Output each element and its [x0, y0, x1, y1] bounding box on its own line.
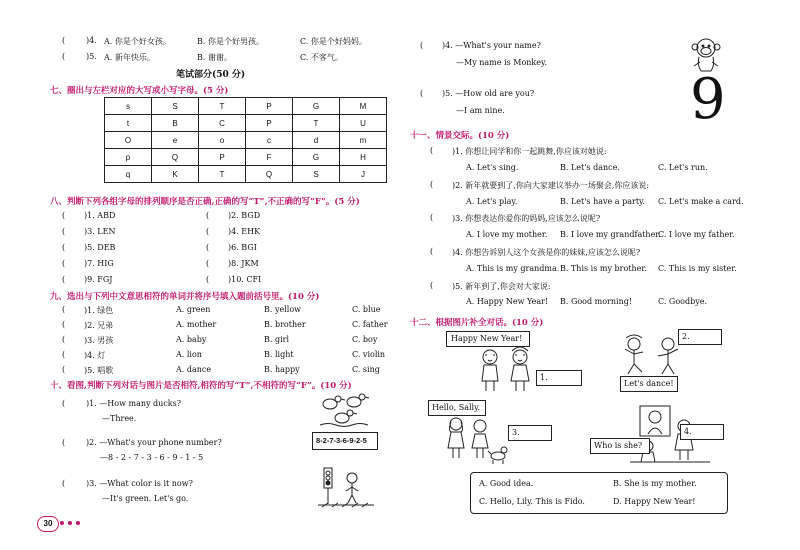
- blank-number: 2.: [682, 332, 690, 341]
- answer-box[interactable]: [508, 425, 552, 441]
- answer-paren[interactable]: (: [62, 259, 66, 268]
- option-b: B. I love my grandfather.: [560, 230, 661, 239]
- option-c: C. sing: [352, 365, 380, 374]
- chinese-word: )2. 兄弟: [84, 321, 114, 330]
- answer-paren[interactable]: (: [206, 259, 210, 268]
- option-c: C. Hello, Lily. This is Fido.: [479, 497, 585, 506]
- grid-cell: t: [105, 115, 152, 132]
- grid-row: [105, 98, 387, 115]
- q4-option-a: A. 你是个好女孩。: [104, 37, 171, 46]
- answer-paren[interactable]: (: [206, 275, 210, 284]
- answer-paren[interactable]: (: [206, 227, 210, 236]
- grid-cell: Q: [246, 166, 293, 183]
- blank-number: 4.: [684, 427, 692, 436]
- option-b: B. happy: [264, 365, 300, 374]
- grid-cell: S: [152, 98, 199, 115]
- option-b: B. light: [264, 350, 294, 359]
- grid-cell: T: [293, 115, 340, 132]
- answer-paren[interactable]: (: [62, 479, 66, 488]
- option-a: A. lion: [176, 350, 202, 359]
- grid-cell: P: [199, 149, 246, 166]
- girls-with-dog-illustration: [442, 414, 512, 466]
- ducks-illustration: [318, 392, 374, 428]
- option-c: C. violin: [352, 350, 386, 359]
- q5-answer: —I am nine.: [456, 106, 505, 115]
- sequence-item: )6. BGI: [228, 243, 257, 252]
- answer-paren[interactable]: (: [62, 399, 66, 408]
- grid-cell: q: [105, 166, 152, 183]
- option-c: C. Goodbye.: [658, 297, 707, 306]
- answer-box[interactable]: [680, 424, 724, 440]
- section-7-title: 七、圈出与左栏对应的大写或小写字母。(5 分): [50, 86, 229, 96]
- answer-paren[interactable]: (: [430, 281, 434, 290]
- grid-cell: J: [340, 166, 387, 183]
- answer-paren[interactable]: (: [62, 275, 66, 284]
- option-a: A. This is my grandma.: [466, 264, 560, 273]
- answer-paren[interactable]: (: [206, 243, 210, 252]
- sequence-item: )3. LEN: [84, 227, 116, 236]
- bubble-text: Happy New Year!: [451, 334, 523, 343]
- grid-cell: e: [152, 132, 199, 149]
- option-c: C. This is my sister.: [658, 264, 737, 273]
- answer-paren[interactable]: (: [430, 213, 434, 222]
- option-c: C. Let's run.: [658, 163, 708, 172]
- grid-cell: p: [105, 149, 152, 166]
- q5-option-c: C. 不客气。: [300, 53, 343, 62]
- grid-cell: T: [199, 98, 246, 115]
- letter-grid: [104, 97, 387, 183]
- q4-answer: —My name is Monkey.: [456, 58, 547, 67]
- dialog-1-answer: —Three.: [102, 414, 137, 423]
- chinese-word: )4. 灯: [84, 351, 106, 360]
- grid-row: [105, 132, 387, 149]
- blank-number: 1.: [540, 373, 548, 382]
- grid-cell: G: [293, 149, 340, 166]
- grid-cell: P: [246, 115, 293, 132]
- phone-number-text: 8-2-7-3-6-9-2-5: [316, 436, 367, 445]
- option-b: B. She is my mother.: [613, 479, 697, 488]
- dialog-3-answer: —It's green. Let's go.: [102, 494, 189, 503]
- decor-dot: [60, 521, 64, 525]
- answer-paren[interactable]: (: [430, 247, 434, 256]
- grid-cell: s: [105, 98, 152, 115]
- blank-number: 3.: [512, 428, 520, 437]
- decor-dot: [68, 521, 72, 525]
- q4-option-b: B. 你是个好男孩。: [197, 37, 264, 46]
- grid-cell: B: [152, 115, 199, 132]
- dialog-2-question: )2. —What's your phone number?: [86, 438, 222, 447]
- boy-at-traffic-light-illustration: [318, 466, 374, 508]
- answer-paren[interactable]: (: [430, 146, 434, 155]
- option-b: B. girl: [264, 335, 290, 344]
- option-b: B. Good morning!: [560, 297, 633, 306]
- answer-paren[interactable]: (: [420, 41, 424, 50]
- option-c: C. blue: [352, 305, 381, 314]
- answer-paren[interactable]: (: [62, 211, 66, 220]
- option-a: A. Happy New Year!: [466, 297, 549, 306]
- option-c: C. Let's make a card.: [658, 197, 744, 206]
- bubble-text: Who is she?: [594, 441, 643, 450]
- grid-cell: P: [246, 98, 293, 115]
- grid-cell: U: [340, 115, 387, 132]
- option-c: C. boy: [352, 335, 378, 344]
- answer-paren[interactable]: (: [62, 305, 66, 314]
- grid-cell: d: [293, 132, 340, 149]
- q5-question: )5. —How old are you?: [442, 89, 535, 98]
- answer-paren[interactable]: (: [430, 180, 434, 189]
- grid-cell: F: [246, 149, 293, 166]
- grid-cell: H: [340, 149, 387, 166]
- option-a: A. Let's play.: [466, 197, 518, 206]
- answer-box[interactable]: [678, 329, 722, 345]
- answer-paren[interactable]: (: [62, 335, 66, 344]
- page-number: 30: [37, 516, 59, 532]
- option-c: C. father: [352, 320, 388, 329]
- q4-question: )4. —What's your name?: [442, 41, 541, 50]
- q5-number: )5.: [86, 52, 97, 61]
- option-b: B. This is my brother.: [560, 264, 647, 273]
- bubble-text: Hello, Sally.: [432, 403, 481, 412]
- grid-cell: T: [199, 166, 246, 183]
- sequence-item: )9. FGJ: [84, 275, 113, 284]
- dialog-1-question: )1. —How many ducks?: [86, 399, 182, 408]
- option-b: B. Let's dance.: [560, 163, 620, 172]
- children-greeting-illustration: [474, 345, 544, 395]
- option-b: B. yellow: [264, 305, 301, 314]
- situation-question: )4. 你想告诉别人这个女孩是你的妹妹,应该怎么说呢?: [452, 248, 641, 257]
- grid-cell: S: [293, 166, 340, 183]
- q4-paren: (: [62, 36, 66, 45]
- situation-question: )3. 你想表达你爱你的妈妈,应该怎么说呢?: [452, 214, 601, 223]
- q5-option-b: B. 谢谢。: [197, 53, 232, 62]
- grid-cell: C: [199, 115, 246, 132]
- option-b: B. brother: [264, 320, 306, 329]
- decor-dot: [76, 521, 80, 525]
- option-a: A. baby: [176, 335, 207, 344]
- answer-paren[interactable]: (: [62, 365, 66, 374]
- q5-option-a: A. 新年快乐。: [104, 53, 155, 62]
- grid-cell: M: [340, 98, 387, 115]
- answer-paren[interactable]: (: [62, 438, 66, 447]
- grid-cell: O: [105, 132, 152, 149]
- answer-paren[interactable]: (: [206, 211, 210, 220]
- grid-row: [105, 149, 387, 166]
- unit-number: 9: [690, 67, 726, 132]
- grid-row: [105, 166, 387, 183]
- q5-paren: (: [62, 52, 66, 61]
- sequence-item: )1. ABD: [84, 211, 116, 220]
- section-8-title: 八、判断下列各组字母的排列顺序是否正确,正确的写“T”,不正确的写“F”。(5 分): [50, 197, 360, 207]
- option-a: A. dance: [176, 365, 212, 374]
- grid-row: [105, 115, 387, 132]
- sequence-item: )2. BGD: [228, 211, 261, 220]
- answer-paren[interactable]: (: [62, 320, 66, 329]
- speech-bubble: [590, 438, 650, 454]
- speech-bubble: [620, 376, 678, 392]
- option-c: C. I love my father.: [658, 230, 735, 239]
- option-a: A. Good idea.: [479, 479, 534, 488]
- grid-cell: c: [246, 132, 293, 149]
- answer-box[interactable]: [536, 370, 582, 386]
- section-12-title: 十二、根据图片补全对话。(10 分): [410, 318, 544, 328]
- q4-number: )4.: [86, 36, 97, 45]
- grid-cell: K: [152, 166, 199, 183]
- option-a: A. I love my mother.: [466, 230, 548, 239]
- sequence-item: )5. DEB: [84, 243, 116, 252]
- chinese-word: )3. 男孩: [84, 336, 114, 345]
- answer-paren[interactable]: (: [62, 227, 66, 236]
- chinese-word: )5. 唱歌: [84, 366, 114, 375]
- option-d: D. Happy New Year!: [613, 497, 696, 506]
- grid-cell: m: [340, 132, 387, 149]
- answer-paren[interactable]: (: [420, 89, 424, 98]
- sequence-item: )4. EHK: [228, 227, 261, 236]
- section-11-title: 十一、情景交际。(10 分): [410, 131, 510, 141]
- chinese-word: )1. 绿色: [84, 306, 114, 315]
- situation-question: )5. 新年到了,你会对大家说:: [452, 282, 551, 291]
- option-a: A. green: [176, 305, 211, 314]
- sequence-item: )7. HIG: [84, 259, 114, 268]
- grid-cell: Q: [152, 149, 199, 166]
- grid-cell: G: [293, 98, 340, 115]
- dialog-2-answer: —8 - 2 - 7 - 3 - 6 - 9 - 1 - 5: [100, 453, 204, 462]
- dialog-3-question: )3. —What color is it now?: [86, 479, 193, 488]
- situation-question: )2. 新年就要到了,你向大家建议举办一场聚会,你应该说:: [452, 181, 650, 190]
- option-b: B. Let's have a party.: [560, 197, 646, 206]
- q4-option-c: C. 你是个好妈妈。: [300, 37, 367, 46]
- written-section-title: 笔试部分(50 分): [176, 70, 246, 80]
- answer-paren[interactable]: (: [62, 350, 66, 359]
- sequence-item: )10. CFI: [228, 275, 262, 284]
- answer-paren[interactable]: (: [62, 243, 66, 252]
- option-a: A. Let's sing.: [466, 163, 519, 172]
- section-9-title: 九、选出与下列中文意思相符的单词并将序号填入题前括号里。(10 分): [50, 292, 320, 302]
- section-10-title: 十、看图,判断下列对话与图片是否相符,相符的写“T”,不相符的写“F”。(10 分): [50, 381, 352, 391]
- bubble-text: Let's dance!: [624, 379, 674, 388]
- option-a: A. mother: [176, 320, 217, 329]
- sequence-item: )8. JKM: [228, 259, 259, 268]
- phone-number-card: [312, 432, 378, 450]
- options-box: [470, 472, 728, 514]
- situation-question: )1. 你想让同学和你一起跳舞,你应该对她说:: [452, 147, 607, 156]
- grid-cell: o: [199, 132, 246, 149]
